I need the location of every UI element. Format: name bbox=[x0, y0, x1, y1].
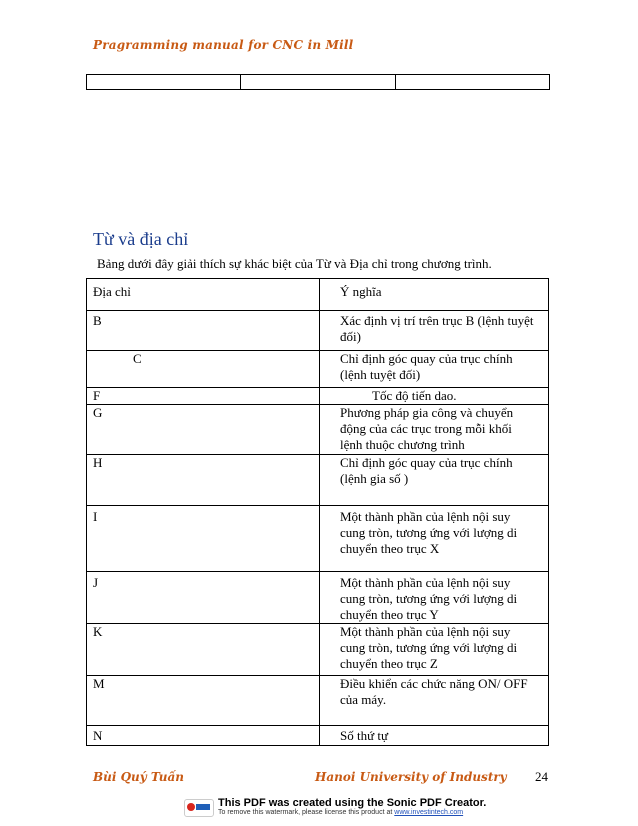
meaning-line: chuyển theo trục X bbox=[340, 541, 440, 556]
cell-address: K bbox=[87, 624, 320, 676]
header-address: Địa chỉ bbox=[87, 279, 320, 311]
table-row bbox=[87, 311, 549, 351]
cell-meaning bbox=[320, 405, 549, 455]
watermark-line1: This PDF was created using the Sonic PDF Creator. bbox=[218, 797, 487, 809]
footer-university: Hanoi University of Industry bbox=[315, 770, 507, 784]
sonic-pdf-logo-icon bbox=[184, 799, 214, 817]
meaning-line: cung tròn, tương ứng với lượng di bbox=[340, 525, 518, 540]
meaning-line: chuyển theo trục Z bbox=[340, 656, 438, 671]
address-table bbox=[86, 278, 549, 746]
meaning-line: Tốc độ tiến dao. bbox=[372, 388, 457, 403]
footer-author: Bùi Quý Tuấn bbox=[93, 770, 184, 784]
section-title: Từ và địa chỉ bbox=[93, 229, 189, 249]
cell-address: G bbox=[87, 405, 320, 455]
cell-address: M bbox=[87, 676, 320, 726]
meaning-line: (lệnh gia số ) bbox=[340, 471, 409, 486]
table-row bbox=[87, 572, 549, 624]
cell-meaning bbox=[320, 351, 549, 388]
meaning-line: Một thành phần của lệnh nội suy bbox=[340, 509, 511, 524]
meaning-line: Điều khiển các chức năng ON/ OFF bbox=[340, 676, 528, 691]
meaning-line: (lệnh tuyệt đối) bbox=[340, 367, 421, 382]
cell-address: B bbox=[87, 311, 320, 351]
table-row bbox=[87, 455, 549, 506]
cell-meaning bbox=[320, 726, 549, 746]
section-intro: Bảng dưới đây giải thích sự khác biệt của Từ và Địa chỉ trong chương trình. bbox=[97, 256, 492, 271]
cell-meaning bbox=[320, 311, 549, 351]
meaning-line: đối) bbox=[340, 329, 361, 344]
table-row bbox=[87, 676, 549, 726]
meaning-line: Chỉ định góc quay của trục chính bbox=[340, 455, 513, 470]
table-row bbox=[87, 726, 549, 746]
cell-address: H bbox=[87, 455, 320, 506]
watermark-link[interactable]: www.investintech.com bbox=[394, 809, 464, 816]
meaning-line: Số thứ tự bbox=[340, 728, 389, 743]
cell-address: I bbox=[87, 506, 320, 572]
meaning-line: Phương pháp gia công và chuyển bbox=[340, 405, 514, 420]
meaning-line: của máy. bbox=[340, 692, 387, 707]
cell-address: C bbox=[87, 351, 320, 388]
running-header: Pragramming manual for CNC in Mill bbox=[93, 38, 354, 52]
empty-table-row bbox=[86, 74, 550, 90]
cell-address: F bbox=[87, 388, 320, 405]
cell-meaning bbox=[320, 676, 549, 726]
table-row bbox=[87, 388, 549, 405]
cell-meaning bbox=[320, 388, 549, 405]
meaning-line: Chỉ định góc quay của trục chính bbox=[340, 351, 513, 366]
cell-meaning bbox=[320, 624, 549, 676]
page-number: 24 bbox=[535, 769, 548, 784]
table-row bbox=[87, 506, 549, 572]
table-row bbox=[87, 624, 549, 676]
empty-cell bbox=[241, 75, 395, 90]
cell-meaning bbox=[320, 455, 549, 506]
meaning-line: chuyển theo trục Y bbox=[340, 607, 439, 622]
meaning-line: động của các trục trong mỗi khối bbox=[340, 421, 512, 436]
empty-cell bbox=[395, 75, 549, 90]
page-footer bbox=[93, 770, 573, 784]
meaning-line: lệnh thuộc chương trình bbox=[340, 437, 465, 452]
cell-address: J bbox=[87, 572, 320, 624]
meaning-line: cung tròn, tương ứng với lượng di bbox=[340, 640, 518, 655]
table-row bbox=[87, 351, 549, 388]
cell-meaning bbox=[320, 506, 549, 572]
empty-cell bbox=[87, 75, 241, 90]
meaning-line: Xác định vị trí trên trục B (lệnh tuyệt bbox=[340, 313, 534, 328]
meaning-line: Một thành phần của lệnh nội suy bbox=[340, 624, 511, 639]
meaning-line: cung tròn, tương ứng với lượng di bbox=[340, 591, 518, 606]
table-header-row bbox=[87, 279, 549, 311]
watermark-line2 bbox=[218, 809, 463, 816]
header-meaning: Ý nghĩa bbox=[320, 279, 549, 311]
watermark-text: To remove this watermark, please license this product at bbox=[218, 809, 393, 816]
watermark bbox=[184, 797, 487, 819]
meaning-line: Một thành phần của lệnh nội suy bbox=[340, 575, 511, 590]
cell-address: N bbox=[87, 726, 320, 746]
table-row bbox=[87, 405, 549, 455]
cell-meaning bbox=[320, 572, 549, 624]
